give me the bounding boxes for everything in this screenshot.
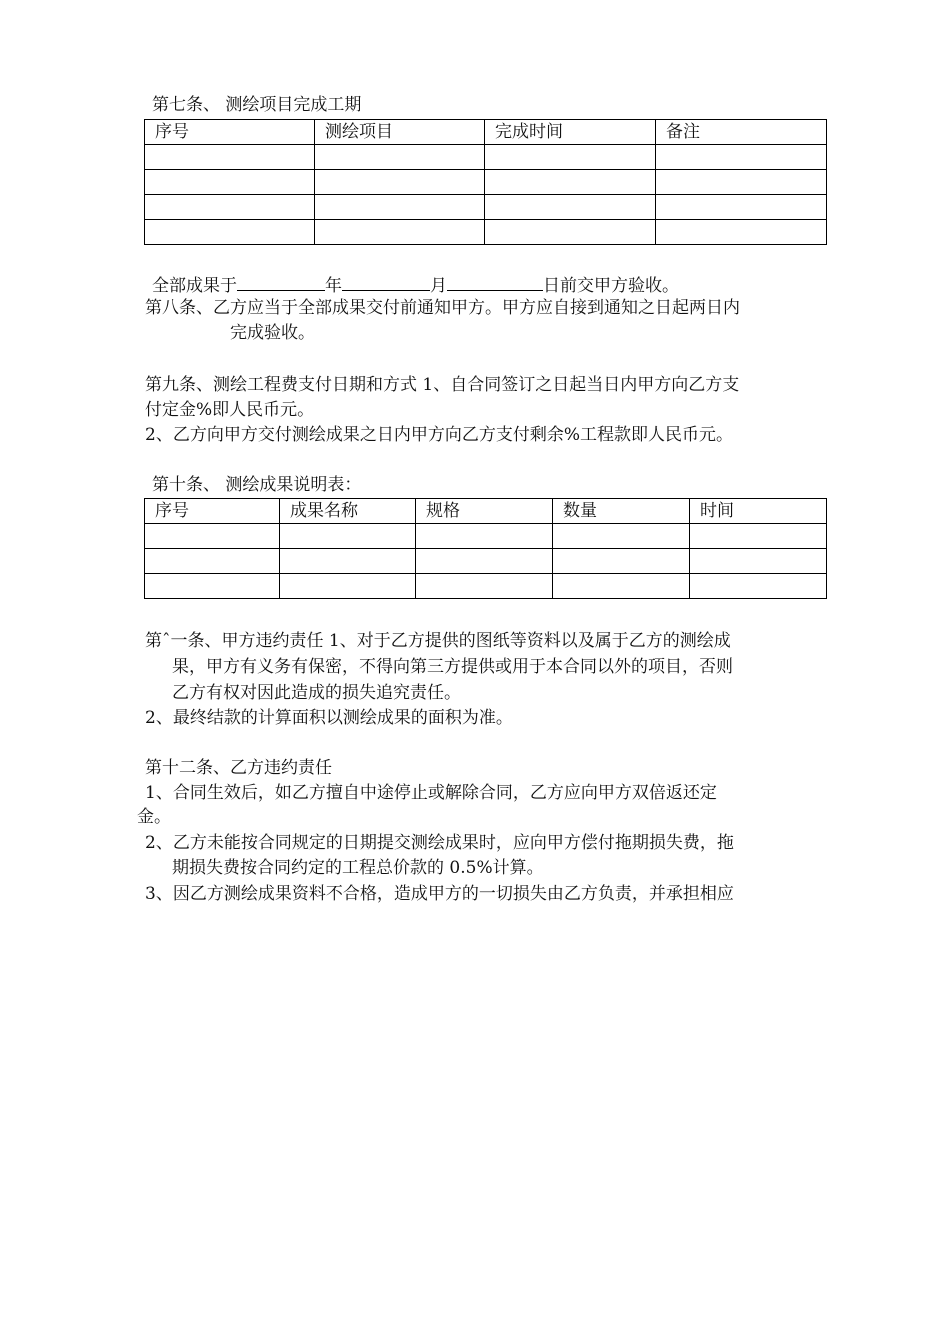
table-row bbox=[145, 220, 827, 245]
article11-line2: 果，甲方有义务有保密，不得向第三方提供或用于本合同以外的项目，否则 bbox=[172, 657, 733, 677]
article12-item1-a: 1、合同生效后，如乙方擅自中途停止或解除合同，乙方应向甲方双倍返还定 bbox=[145, 783, 717, 803]
schedule-header-no: 序号 bbox=[145, 120, 315, 145]
article12-item2-b: 期损失费按合同约定的工程总价款的 0.5%计算。 bbox=[172, 858, 544, 878]
results-table bbox=[144, 498, 827, 599]
day-blank bbox=[447, 272, 543, 291]
year-blank bbox=[237, 272, 325, 291]
article12-item2-a: 2、乙方未能按合同规定的日期提交测绘成果时，应向甲方偿付拖期损失费，拖 bbox=[145, 833, 734, 853]
completion-date-line bbox=[152, 272, 679, 297]
schedule-header-note: 备注 bbox=[656, 120, 827, 145]
article9-line2: 付定金%即人民币元。 bbox=[145, 400, 315, 420]
article8-line2: 完成验收。 bbox=[230, 323, 315, 343]
completion-prefix: 全部成果于 bbox=[152, 276, 237, 296]
article11-line1: 第ˆ一条、甲方违约责任 1、对于乙方提供的图纸等资料以及属于乙方的测绘成 bbox=[145, 631, 731, 651]
month-blank bbox=[342, 272, 430, 291]
results-header-qty: 数量 bbox=[553, 499, 690, 524]
article8-line1: 第八条、乙方应当于全部成果交付前通知甲方。甲方应自接到通知之日起两日内 bbox=[145, 298, 740, 318]
article12-heading: 第十二条、乙方违约责任 bbox=[145, 758, 332, 778]
results-header-spec: 规格 bbox=[416, 499, 553, 524]
results-header-name: 成果名称 bbox=[280, 499, 416, 524]
article10-heading: 第十条、 测绘成果说明表： bbox=[152, 475, 362, 495]
article9-line1: 第九条、测绘工程费支付日期和方式 1、自合同签订之日起当日内甲方向乙方支 bbox=[145, 375, 740, 395]
table-row bbox=[145, 524, 827, 549]
article7-heading: 第七条、 测绘项目完成工期 bbox=[152, 95, 362, 115]
article9-line3: 2、乙方向甲方交付测绘成果之日内甲方向乙方支付剩余%工程款即人民币元。 bbox=[145, 425, 733, 445]
results-header-time: 时间 bbox=[690, 499, 827, 524]
article11-line4: 2、最终结款的计算面积以测绘成果的面积为准。 bbox=[145, 708, 513, 728]
table-row bbox=[145, 145, 827, 170]
schedule-header-time: 完成时间 bbox=[485, 120, 656, 145]
completion-suffix: 日前交甲方验收。 bbox=[543, 276, 679, 296]
article12-item1-b: 金。 bbox=[137, 807, 171, 827]
year-label: 年 bbox=[325, 276, 342, 296]
table-row bbox=[145, 549, 827, 574]
schedule-table bbox=[144, 119, 827, 245]
table-row bbox=[145, 574, 827, 599]
month-label: 月 bbox=[430, 276, 447, 296]
schedule-header-item: 测绘项目 bbox=[315, 120, 485, 145]
results-header-no: 序号 bbox=[145, 499, 280, 524]
article11-line3: 乙方有权对因此造成的损失追究责任。 bbox=[172, 683, 461, 703]
table-row bbox=[145, 195, 827, 220]
table-row bbox=[145, 170, 827, 195]
article12-item3-a: 3、因乙方测绘成果资料不合格，造成甲方的一切损失由乙方负责，并承担相应 bbox=[145, 884, 734, 904]
